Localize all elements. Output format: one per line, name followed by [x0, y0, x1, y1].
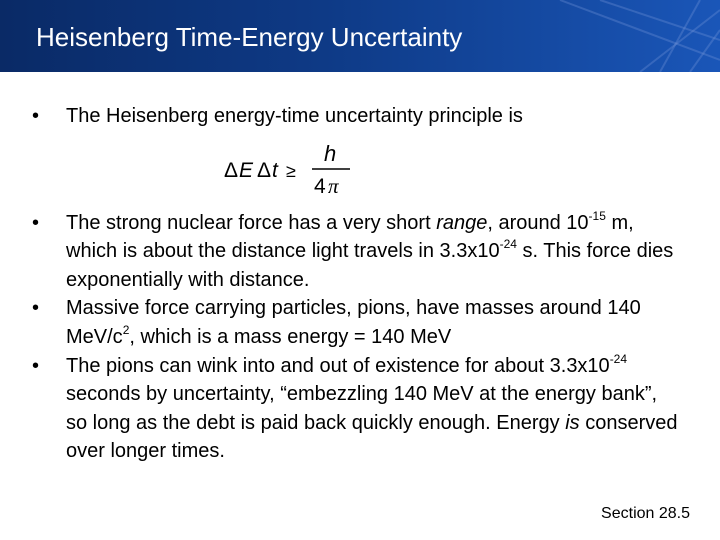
bullet-text-part: conserved over longer times.: [66, 411, 678, 463]
bullet-icon: •: [32, 211, 40, 234]
title-bar: [0, 0, 720, 72]
bullet-text: The Heisenberg energy-time uncertainty principle is: [66, 105, 523, 127]
bullet-text-emphasis: is: [565, 411, 580, 434]
bullet-text-part: Massive force carrying particles, pions, have masses around 140 MeV/c: [66, 297, 641, 348]
bullet-text-part: , around 10: [487, 211, 589, 234]
equation-numerator: h: [324, 140, 337, 166]
bullet-text-part: m, which is about the distance light travels in 3.3x10: [66, 211, 634, 263]
bullet-text-part: s. This force dies exponentially with distance.: [66, 240, 674, 291]
bullet-text-part: The pions can wink into and out of existence for about 3.3x10: [66, 354, 610, 377]
bullet-text-emphasis: range: [436, 211, 488, 234]
equation-geq-symbol: ≥: [286, 160, 296, 181]
bullet-superscript: -15: [588, 208, 606, 223]
bullet-superscript: -24: [499, 237, 517, 252]
bullet-item-pion-lifetime: [32, 352, 682, 466]
equation-e-symbol: E: [239, 158, 254, 182]
equation-denominator-pi: π: [328, 173, 339, 198]
bullet-text-part: seconds by uncertainty, “embezzling 140 MeV at the energy bank”, so long as the debt is paid back quickly enough. Energy: [66, 383, 658, 434]
bullet-item-uncertainty-principle: [32, 102, 682, 131]
bullet-text-part: , which is a mass energy = 140 MeV: [129, 325, 452, 348]
bullet-item-strong-force: [32, 209, 682, 295]
bullet-text-part: The strong nuclear force has a very short: [66, 211, 437, 234]
equation-t-symbol: t: [272, 158, 278, 182]
bullet-superscript: -24: [609, 351, 628, 366]
uncertainty-equation: [32, 139, 682, 203]
equation-delta-e-symbol: Δ: [224, 158, 239, 182]
bullet-superscript: 2: [122, 322, 130, 337]
equation-delta-t-symbol: Δ: [257, 158, 272, 182]
bullet-icon: •: [32, 105, 40, 127]
bullet-icon: •: [32, 354, 40, 377]
slide-title: Heisenberg Time-Energy Uncertainty: [36, 22, 463, 52]
bullet-list: [32, 102, 682, 466]
bullet-item-pion-mass: [32, 294, 682, 351]
bullet-icon: •: [32, 297, 40, 320]
section-footer: Section 28.5: [601, 505, 690, 522]
equation-graphic: [222, 139, 402, 203]
equation-denominator-four: 4: [314, 174, 326, 198]
